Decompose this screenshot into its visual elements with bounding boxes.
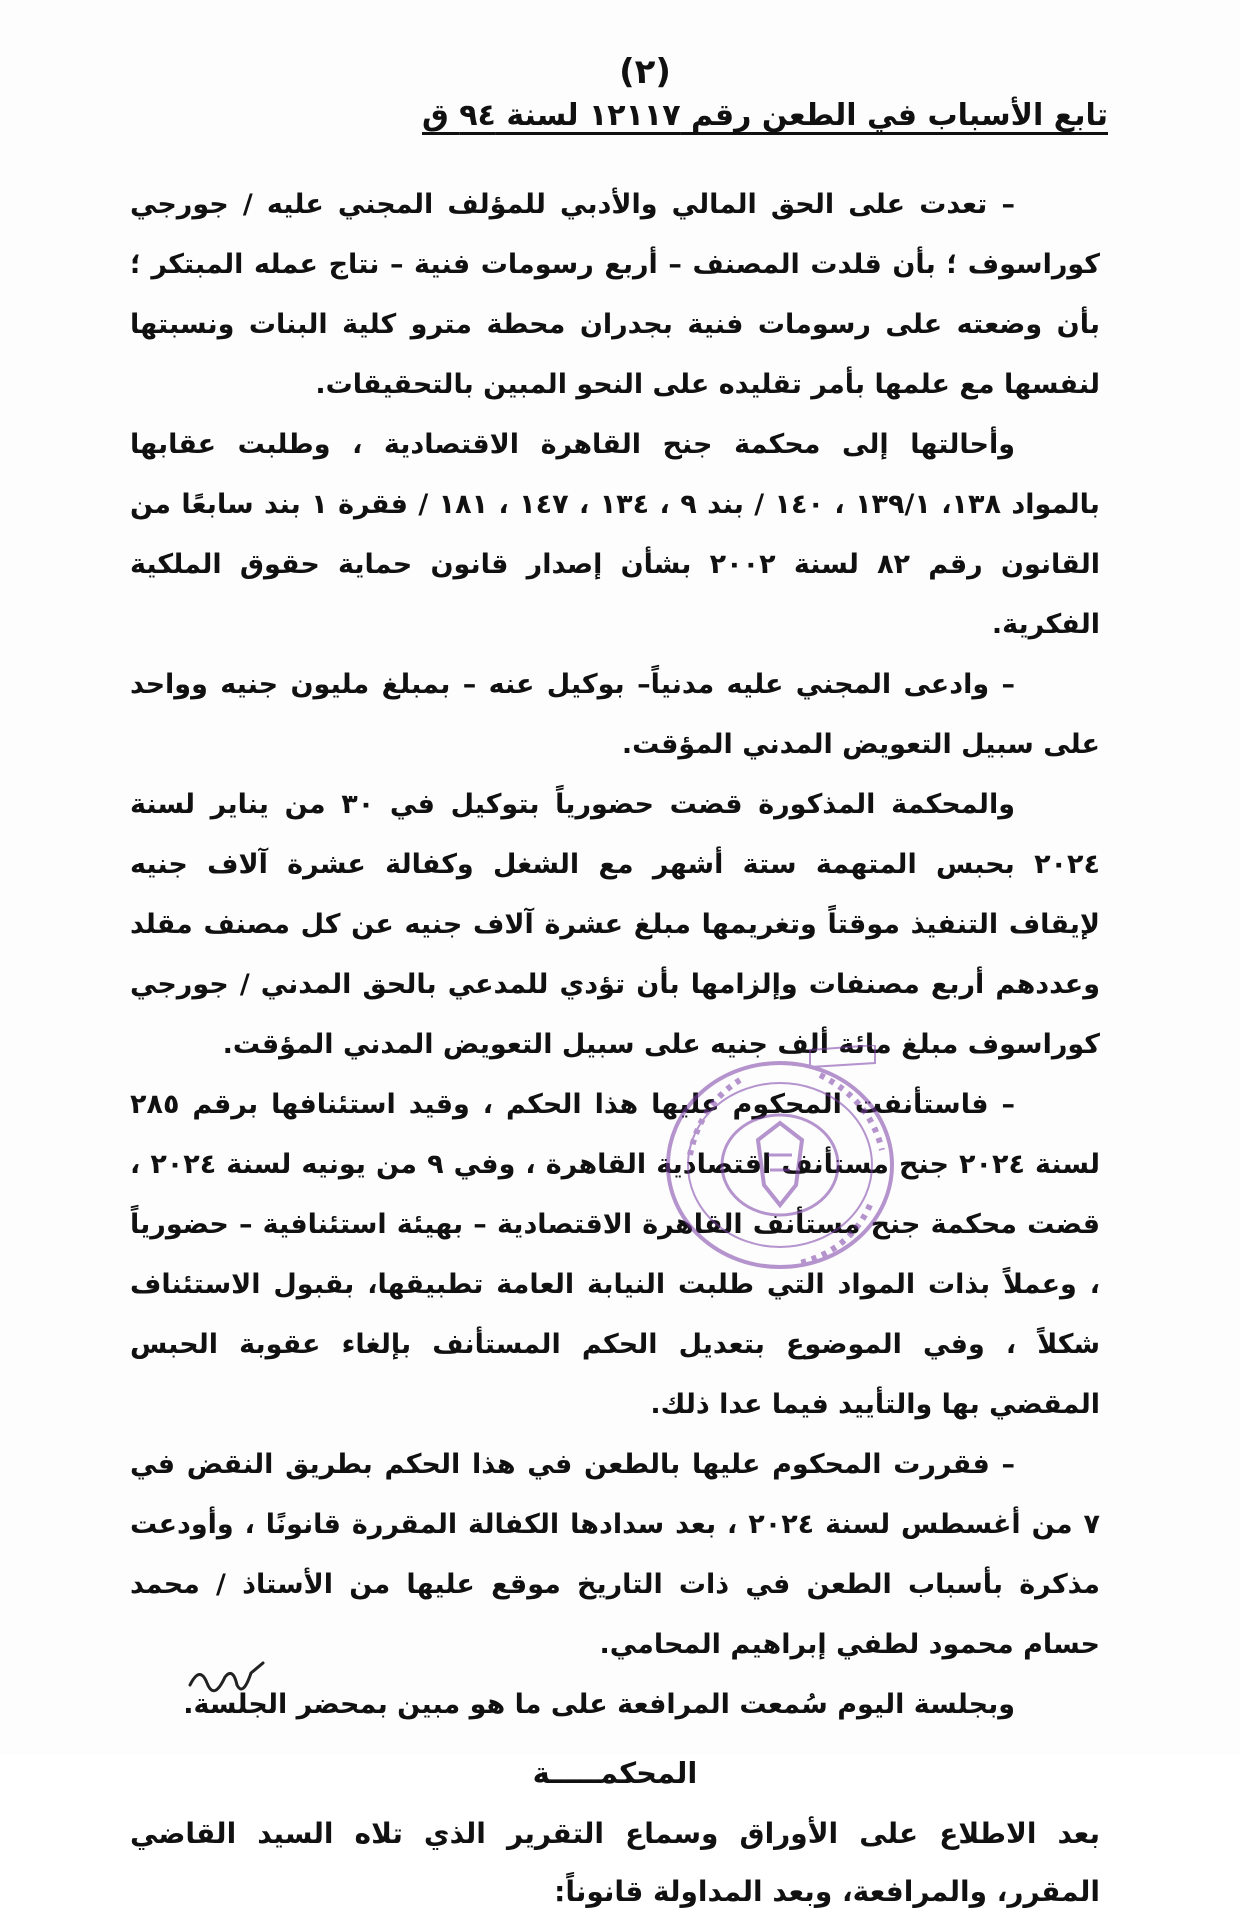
- court-deliberation-text: بعد الاطلاع على الأوراق وسماع التقرير الذي تلاه السيد القاضي المقرر، والمرافعة، وبعد المداولة قانوناً:: [130, 1817, 1100, 1908]
- signature-mark: [185, 1655, 275, 1705]
- paragraph-appeal: – فاستأنفت المحكوم عليها هذا الحكم ، وقيد استئنافها برقم ٢٨٥ لسنة ٢٠٢٤ جنح مستأنف اقتصادية القاهرة ، وفي ٩ من يونيه لسنة ٢٠٢٤ ، قضت محكمة جنح مستأنف القاهرة الاقتصادية – بهيئة استئنافية – حضورياً ، وعملاً بذات المواد التي طلبت النيابة العامة تطبيقها، بقبول الاستئناف شكلاً ، وفي الموضوع بتعديل الحكم المستأنف بإلغاء عقوبة الحبس المقضي بها والتأييد فيما عدا ذلك.: [130, 1089, 1100, 1420]
- page-number: (٢): [619, 52, 671, 92]
- court-seal-stamp: [660, 1045, 910, 1275]
- paragraph-cassation-filing: – فقررت المحكوم عليها بالطعن في هذا الحكم بطريق النقض في ٧ من أغسطس لسنة ٢٠٢٤ ، بعد سدادها الكفالة المقررة قانونًا ، وأودعت مذكرة بأسباب الطعن في ذات التاريخ موقع عليها من الأستاذ / محمد حسام محمود لطفي إبراهيم المحامي.: [130, 1449, 1100, 1660]
- paragraph-hearing: وبجلسة اليوم سُمعت المرافعة على ما هو مبين بمحضر الجلسة.: [183, 1689, 1015, 1720]
- court-section-heading: المحكمـــــة: [532, 1756, 698, 1790]
- paragraph-referral: وأحالتها إلى محكمة جنح القاهرة الاقتصادية ، وطلبت عقابها بالمواد ١٣٨، ١٣٩/١ ، ١٤٠ / بند ٩ ، ١٣٤ ، ١٤٧ ، ١٨١ / فقرة ١ بند سابعًا من القانون رقم ٨٢ لسنة ٢٠٠٢ بشأن إصدار قانون حماية حقوق الملكية الفكرية.: [130, 429, 1100, 640]
- document-heading: تابع الأسباب في الطعن رقم ١٢١١٧ لسنة ٩٤ ق: [421, 98, 1108, 133]
- paragraph-first-judgment: والمحكمة المذكورة قضت حضورياً بتوكيل في ٣٠ من يناير لسنة ٢٠٢٤ بحبس المتهمة ستة أشهر مع الشغل وكفالة عشرة آلاف جنيه لإيقاف التنفيذ موقتاً وتغريمها مبلغ عشرة آلاف جنيه عن كل مصنف مقلد وعددهم أربع مصنفات وإلزامها بأن تؤدي للمدعي بالحق المدني / جورجي كوراسوف مبلغ مائة ألف جنيه على سبيل التعويض المدني المؤقت.: [130, 789, 1100, 1060]
- body-text: [130, 175, 1100, 1921]
- paragraph-charge: – تعدت على الحق المالي والأدبي للمؤلف المجني عليه / جورجي كوراسوف ؛ بأن قلدت المصنف – أربع رسومات فنية – نتاج عمله المبتكر ؛ بأن وضعته على رسومات فنية بجدران محطة مترو كلية البنات ونسبتها لنفسها مع علمها بأمر تقليده على النحو المبين بالتحقيقات.: [130, 189, 1100, 400]
- paragraph-civil-claim: – وادعى المجني عليه مدنياً– بوكيل عنه – بمبلغ مليون جنيه وواحد على سبيل التعويض المدني المؤقت.: [130, 669, 1100, 760]
